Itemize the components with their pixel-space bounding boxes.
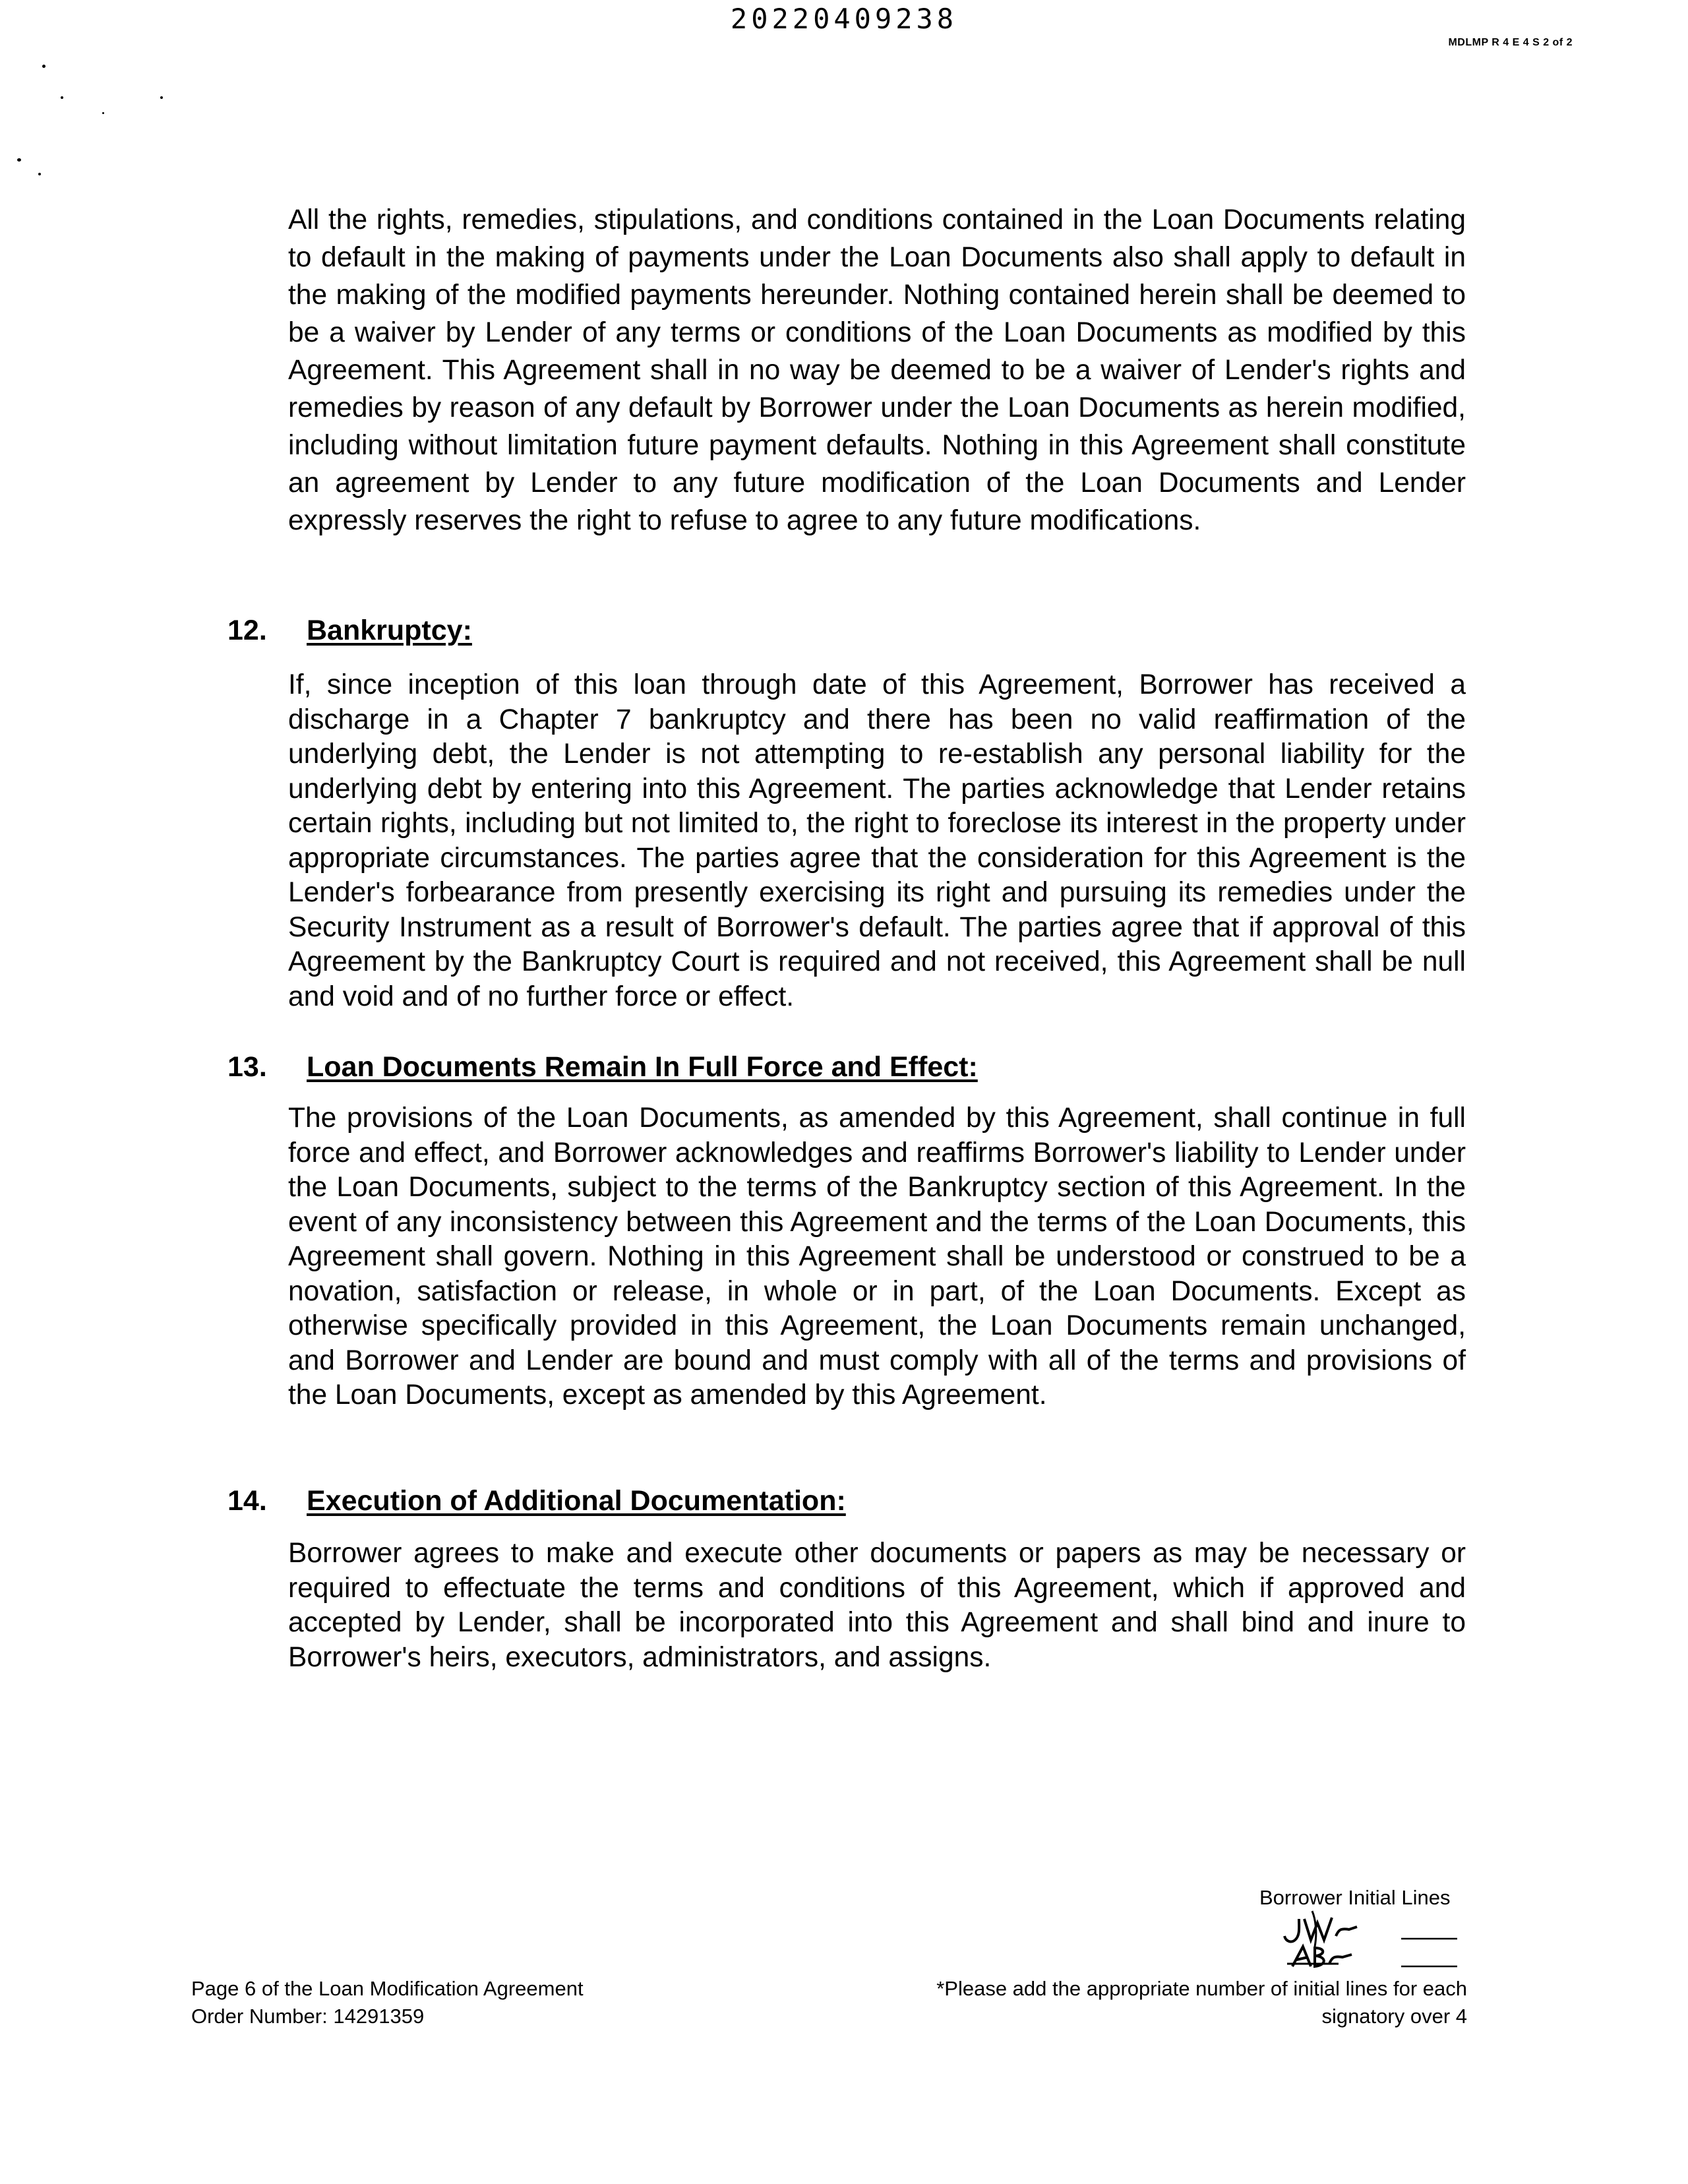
section-title: Bankruptcy: (307, 615, 472, 646)
scan-speck (102, 112, 104, 114)
handwritten-initials (1304, 1918, 1332, 1940)
section-12-body: If, since inception of this loan through date of this Agreement, Borrower has received a discharge in a Chapter 7 bankruptcy and there has been no valid reaffirmation of the underlying debt, the Lender is not attempting to re-establish any personal liability for the underlying debt by entering into this Agreement. The parties acknowledge that Lender retains certain rights, including but not limited to, the right to foreclose its interest in the property under appropriate circumstances. The parties agree that the consideration for this Agreement is the Lender's forbearance from presently exercising its right and pursuing its remedies under the Security Instrument as a result of Borrower's default. The parties agree that if approval of this Agreement by the Bankruptcy Court is required and not received, this Agreement shall be null and void and of no further force or effect. (288, 669, 1466, 1012)
handwritten-initials (1284, 1919, 1299, 1941)
initials-note-line2: signatory over 4 (1321, 2005, 1467, 2028)
section-number: 14. (227, 1485, 267, 1517)
form-code: MDLMP R 4 E 4 S 2 of 2 (1448, 37, 1573, 48)
intro-paragraph: All the rights, remedies, stipulations, and conditions contained in the Loan Documents relating to default in the making of payments under the Loan Documents also shall apply to default in the making of the modified payments hereunder. Nothing contained herein shall be deemed to be a waiver by Lender of any terms or conditions of the Loan Documents as modified by this Agreement. This Agreement shall in no way be deemed to be a waiver of Lender's rights and remedies by reason of any default by Borrower under the Loan Documents as herein modified, including without limitation future payment defaults. Nothing in this Agreement shall constitute an agreement by Lender to any future modification of the Loan Documents and Lender expressly reserves the right to refuse to agree to any future modifications. (288, 204, 1466, 536)
section-12-heading (227, 613, 472, 648)
section-number: 13. (227, 1051, 267, 1083)
document-number: 20220409238 (730, 3, 958, 35)
initials-note-line1: *Please add the appropriate number of initial lines for each (936, 1977, 1467, 2000)
scan-speck (42, 65, 45, 68)
handwritten-initials (1336, 1927, 1357, 1936)
order-number: Order Number: 14291359 (191, 2005, 425, 2028)
handwritten-initials (1329, 1955, 1352, 1964)
initials-label: Borrower Initial Lines (1259, 1886, 1451, 1909)
section-title: Execution of Additional Documentation: (307, 1485, 846, 1517)
page-label: Page 6 of the Loan Modification Agreement (191, 1977, 584, 2000)
footer-left (191, 1975, 584, 2030)
section-14-body: Borrower agrees to make and execute other documents or papers as may be necessary or required to effectuate the terms and conditions of this Agreement, which if approved and accepted by Lender, shall be incorporated into this Agreement and shall bind and inure to Borrower's heirs, executors, administrators, and assigns. (288, 1538, 1466, 1673)
initials-signatures (1253, 1886, 1470, 1978)
section-number: 12. (227, 615, 267, 646)
scan-speck (17, 158, 21, 162)
section-title: Loan Documents Remain In Full Force and Effect: (307, 1051, 978, 1083)
scan-speck (160, 96, 163, 99)
footer-right (936, 1975, 1467, 2030)
section-14-heading (227, 1484, 846, 1518)
scan-speck (38, 173, 41, 175)
section-13-heading (227, 1050, 978, 1084)
section-13-body: The provisions of the Loan Documents, as amended by this Agreement, shall continue in full force and effect, and Borrower acknowledges and reaffirms Borrower's liability to Lender under the Loan Documents, subject to the terms of the Bankruptcy section of this Agreement. In the event of any inconsistency between this Agreement and the terms of the Loan Documents, this Agreement shall govern. Nothing in this Agreement shall be understood or construed to be a novation, satisfaction or release, in whole or in part, of the Loan Documents. Except as otherwise specifically provided in this Agreement, the Loan Documents remain unchanged, and Borrower and Lender are bound and must comply with all of the terms and provisions of the Loan Documents, except as amended by this Agreement. (288, 1103, 1466, 1410)
scan-speck (61, 96, 63, 99)
borrower-initials-block (1253, 1886, 1470, 1978)
